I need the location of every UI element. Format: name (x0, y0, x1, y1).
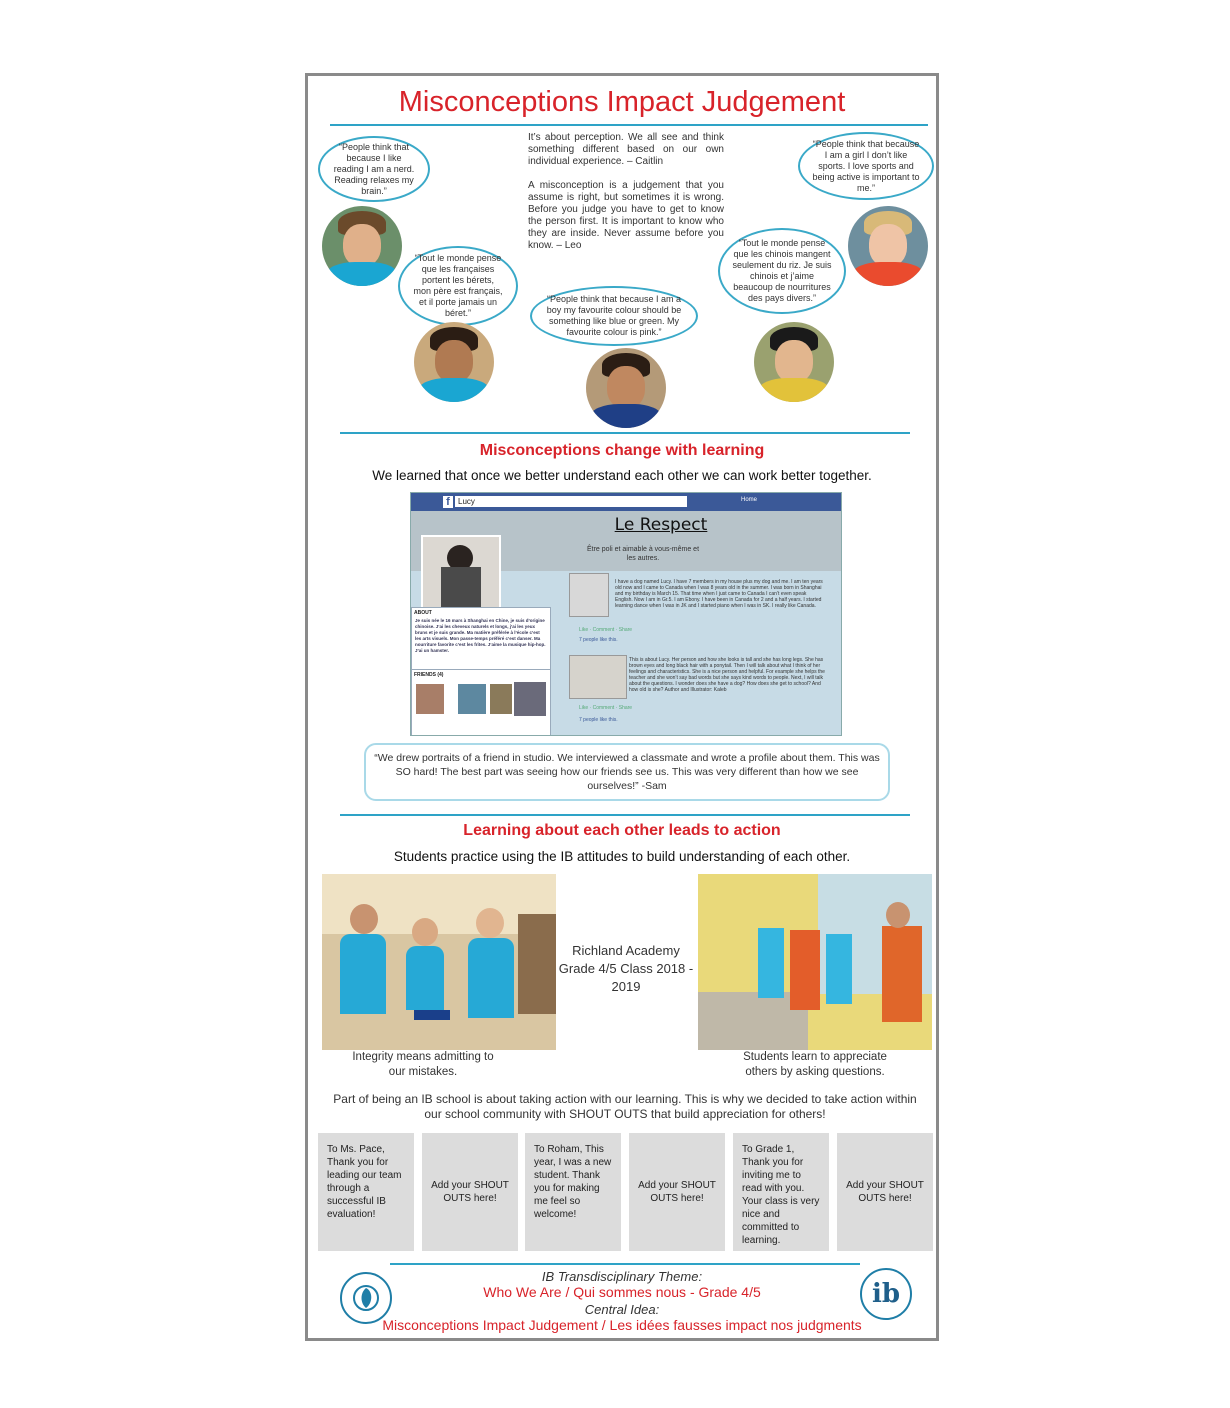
section-subtitle: We learned that once we better understand each other we can work better together. (372, 468, 872, 483)
friend-photo[interactable] (490, 684, 512, 714)
facebook-top-bar (411, 493, 841, 511)
shout-out-placeholder[interactable]: Add your SHOUT OUTS here! (629, 1133, 725, 1251)
classroom-photo-questions (698, 874, 932, 1050)
student-photo (586, 348, 666, 428)
classroom-photo-integrity (322, 874, 556, 1050)
student-photo (414, 322, 494, 402)
friends-count: (4) (437, 672, 444, 678)
perception-quote: It’s about perception. We all see and think something different based on our own individual experience. – Caitlin (528, 132, 724, 167)
friend-photo[interactable] (416, 684, 444, 714)
divider (390, 1263, 860, 1265)
divider (340, 432, 910, 434)
thought-cloud-pink: “People think that because I am a boy my favourite colour should be something like blue or green. My favourite colour is pink.” (530, 286, 698, 346)
section-heading: Learning about each other leads to action (463, 822, 781, 839)
friends-label: FRIENDS (414, 672, 436, 678)
thought-cloud-sports: “People think that because I am a girl I don’t like sports. I love sports and being active is important to me.” (798, 132, 934, 200)
section-heading: Misconceptions change with learning (479, 442, 765, 459)
shout-out-card: To Grade 1, Thank you for inviting me to read with you. Your class is very nice and committed to learning. (733, 1133, 829, 1251)
theme-text: Who We Are / Qui sommes nous - Grade 4/5 (483, 1284, 761, 1300)
section-subtitle: Students practice using the IB attitudes to build understanding of each other. (393, 849, 851, 864)
theme-label: IB Transdisciplinary Theme: (541, 1269, 703, 1284)
ib-logo: ib (860, 1268, 912, 1320)
poster (305, 73, 939, 1341)
student-photo (848, 206, 928, 286)
student-photo (754, 322, 834, 402)
facebook-home-link[interactable]: Home (741, 497, 758, 503)
post-actions[interactable]: Like · Comment · Share (579, 705, 633, 711)
action-text: Part of being an IB school is about taking action with our learning. This is why we decided to take action within our school community with SHOUT OUTS that build appreciation for others! (333, 1092, 917, 1121)
post-text: This is about Lucy. Her person and how she looks is tall and she has long legs. She has brown eyes and long black hair with a ponytail. Then I will talk about what I think of her feelings and characteristics. She is a nice person and helpful. For example she helps the teacher and she won’t say bad words but she says kind words to people. Next, I will talk about the questions. I wonder does she have a dog? How does she get to school? And how old is she? Author and Illustrator: Kaleb (629, 657, 825, 693)
thought-cloud-rice: “Tout le monde pense que les chinois mangent seulement du riz. Je suis chinois et j’aime beaucoup de nourritures des pays divers.” (718, 228, 846, 314)
thought-cloud-reading: “People think that because I like reading I am a nerd. Reading relaxes my brain.” (318, 136, 430, 202)
central-idea-label: Central Idea: (584, 1302, 660, 1317)
shout-out-card: To Roham, This year, I was a new student. Thank you for making me feel so welcome! (525, 1133, 621, 1251)
studio-quote-box: “We drew portraits of a friend in studio. We interviewed a classmate and wrote a profile about them. This was SO hard! The best part was seeing how our friends see us. This was very different than how we see ourselves!” -Sam (364, 743, 890, 801)
post-portrait-drawing (569, 655, 627, 699)
friend-photo[interactable] (514, 682, 546, 716)
about-text: Je suis née le 16 mars à Shanghai en Chine, je suis d’origine chinoise. J’ai les cheveux naturels et longs, j’ai les yeux bruns et je suis grande. Ma matière préférée à l’école c’est les arts visuels. Mon passe-temps préféré c’est danser. Ma nourriture favorite c’est les frites. J’aime la musique hip-hop. J’ai un hamster. (415, 618, 546, 653)
photo-caption: Integrity means admitting to our mistakes. (352, 1051, 494, 1078)
profile-picture (421, 535, 501, 609)
friend-photo[interactable] (458, 684, 486, 714)
post-portrait-drawing (569, 573, 609, 617)
shout-out-placeholder[interactable]: Add your SHOUT OUTS here! (422, 1133, 518, 1251)
post-actions[interactable]: Like · Comment · Share (579, 627, 633, 633)
facebook-search-input[interactable]: Lucy (455, 496, 687, 507)
page-motto: Être poli et aimable à vous-même et les autres. (586, 546, 700, 562)
divider (340, 814, 910, 816)
post-text: I have a dog named Lucy. I have 7 members in my house plus my dog and me. I am ten years old now and I came to Canada when I was 8 years old in the summer. I was born in Shanghai and my birthday is March 15. That time when I just came to Canada I can’t even speak English. Now I am in Gr.5. I am Ebony. I have been in Canada for 2 and a half years. I started learning dance when I was in JK and I started piano when I was in SK. I really like Canada. (615, 579, 823, 609)
facebook-logo-icon: f (443, 496, 453, 508)
friends-panel (411, 669, 551, 736)
photo-caption: Students learn to appreciate others by asking questions. (743, 1051, 887, 1078)
page-title: Le Respect (614, 515, 708, 535)
poster-title: Misconceptions Impact Judgement (398, 86, 846, 118)
post-likes[interactable]: 7 people like this. (579, 637, 618, 643)
divider (330, 124, 928, 126)
class-info: Richland Academy Grade 4/5 Class 2018 - 2019 (558, 943, 694, 994)
misconception-definition: A misconception is a judgement that you assume is right, but sometimes it is wrong. Before you judge you have to get to know the person first. It is important to know who they are inside. Never assume before you know. – Leo (528, 180, 724, 251)
shout-out-card: To Ms. Pace, Thank you for leading our team through a successful IB evaluation! (318, 1133, 414, 1251)
student-photo (322, 206, 402, 286)
facebook-profile-mockup (410, 492, 842, 736)
shout-out-placeholder[interactable]: Add your SHOUT OUTS here! (837, 1133, 933, 1251)
post-likes[interactable]: 7 people like this. (579, 717, 618, 723)
about-label: ABOUT (414, 610, 432, 616)
thought-cloud-beret: “Tout le monde pense que les françaises portent les bérets, mon père est français, et il porte jamais un béret.” (398, 246, 518, 326)
central-idea-text: Misconceptions Impact Judgement / Les idées fausses impact nos judgments (382, 1317, 862, 1333)
